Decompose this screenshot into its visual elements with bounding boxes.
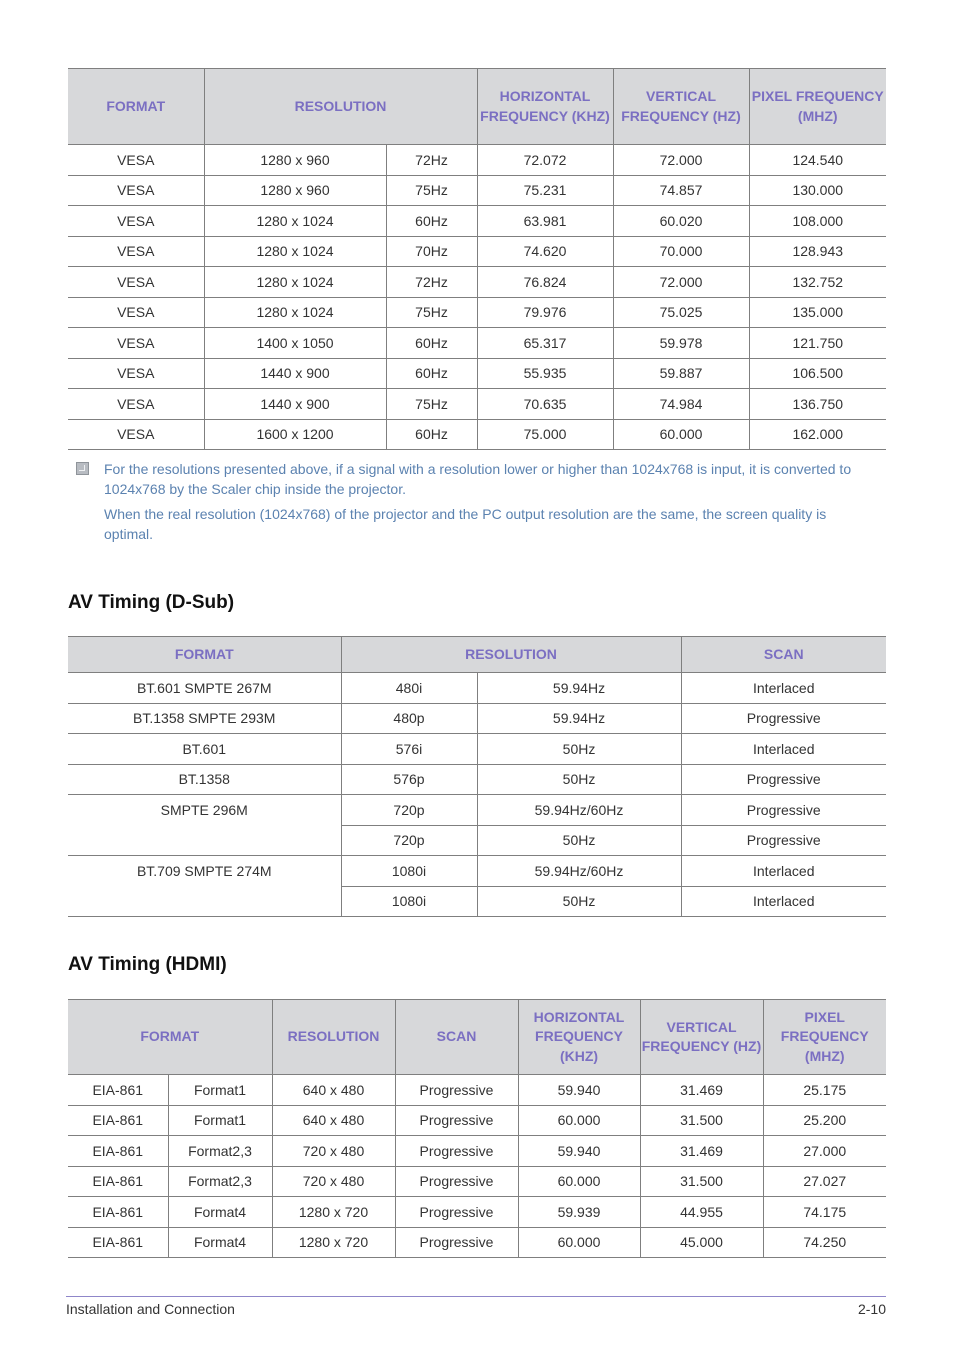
col-header-horizontal-frequency: HORIZONTAL FREQUENCY (KHZ) bbox=[477, 69, 613, 145]
resolution-cell: 1280 x 960 bbox=[204, 145, 386, 176]
format-cell: Format2,3 bbox=[168, 1166, 272, 1197]
pixel-frequency-cell: 124.540 bbox=[749, 145, 886, 176]
pc-timing-table bbox=[68, 68, 886, 450]
refresh-rate-cell: 60Hz bbox=[386, 358, 477, 389]
vertical-frequency-cell: 74.857 bbox=[613, 175, 749, 206]
frequency-cell: 59.94Hz/60Hz bbox=[477, 856, 681, 887]
footer-section-title: Installation and Connection bbox=[66, 1301, 235, 1317]
scan-cell: Progressive bbox=[681, 795, 886, 826]
refresh-rate-cell: 60Hz bbox=[386, 206, 477, 237]
table-header-row bbox=[68, 1000, 886, 1075]
resolution-cell: 1280 x 1024 bbox=[204, 236, 386, 267]
scan-cell: Interlaced bbox=[681, 886, 886, 917]
table-row bbox=[68, 328, 886, 359]
refresh-rate-cell: 75Hz bbox=[386, 389, 477, 420]
scan-cell: Interlaced bbox=[681, 673, 886, 704]
vertical-frequency-cell: 31.469 bbox=[640, 1136, 763, 1167]
format-cell: VESA bbox=[68, 419, 204, 450]
refresh-rate-cell: 72Hz bbox=[386, 145, 477, 176]
resolution-cell: 1280 x 1024 bbox=[204, 297, 386, 328]
resolution-cell: 1280 x 960 bbox=[204, 175, 386, 206]
format-cell: VESA bbox=[68, 145, 204, 176]
standard-cell: EIA-861 bbox=[68, 1075, 168, 1106]
standard-cell: EIA-861 bbox=[68, 1197, 168, 1228]
table-row bbox=[68, 1197, 886, 1228]
vertical-frequency-cell: 60.020 bbox=[613, 206, 749, 237]
note-icon bbox=[76, 462, 89, 475]
standard-cell: EIA-861 bbox=[68, 1105, 168, 1136]
horizontal-frequency-cell: 75.000 bbox=[477, 419, 613, 450]
pixel-frequency-cell: 135.000 bbox=[749, 297, 886, 328]
horizontal-frequency-cell: 60.000 bbox=[518, 1166, 640, 1197]
col-header-format: FORMAT bbox=[68, 1000, 272, 1075]
col-header-format: FORMAT bbox=[68, 637, 341, 673]
resolution-cell: 640 x 480 bbox=[272, 1075, 395, 1106]
note-paragraph-2: When the real resolution (1024x768) of the projector and the PC output resolution are the same, the screen quality is optimal. bbox=[104, 506, 827, 542]
scan-cell: Progressive bbox=[395, 1227, 518, 1258]
table-row bbox=[68, 1075, 886, 1106]
frequency-cell: 50Hz bbox=[477, 734, 681, 765]
format-cell: BT.601 bbox=[68, 734, 341, 765]
col-header-resolution: RESOLUTION bbox=[204, 69, 477, 145]
format-cell: VESA bbox=[68, 297, 204, 328]
table-row bbox=[68, 703, 886, 734]
standard-cell: EIA-861 bbox=[68, 1166, 168, 1197]
scan-cell: Progressive bbox=[395, 1075, 518, 1106]
resolution-cell: 1600 x 1200 bbox=[204, 419, 386, 450]
resolution-cell: 1400 x 1050 bbox=[204, 328, 386, 359]
resolution-cell: 1080i bbox=[341, 886, 477, 917]
pixel-frequency-cell: 108.000 bbox=[749, 206, 886, 237]
refresh-rate-cell: 75Hz bbox=[386, 297, 477, 328]
pixel-frequency-cell: 27.000 bbox=[763, 1136, 886, 1167]
format-cell: BT.1358 bbox=[68, 764, 341, 795]
col-header-resolution: RESOLUTION bbox=[272, 1000, 395, 1075]
pixel-frequency-cell: 25.200 bbox=[763, 1105, 886, 1136]
format-cell: Format4 bbox=[168, 1227, 272, 1258]
vertical-frequency-cell: 59.887 bbox=[613, 358, 749, 389]
horizontal-frequency-cell: 75.231 bbox=[477, 175, 613, 206]
table-row bbox=[68, 297, 886, 328]
format-cell: BT.709 SMPTE 274M bbox=[68, 856, 341, 917]
format-cell: VESA bbox=[68, 267, 204, 298]
frequency-cell: 50Hz bbox=[477, 764, 681, 795]
pixel-frequency-cell: 136.750 bbox=[749, 389, 886, 420]
scan-cell: Progressive bbox=[681, 764, 886, 795]
col-header-vertical-frequency: VERTICAL FREQUENCY (HZ) bbox=[613, 69, 749, 145]
resolution-cell: 720p bbox=[341, 825, 477, 856]
horizontal-frequency-cell: 59.940 bbox=[518, 1075, 640, 1106]
format-cell: VESA bbox=[68, 358, 204, 389]
resolution-cell: 640 x 480 bbox=[272, 1105, 395, 1136]
resolution-cell: 1080i bbox=[341, 856, 477, 887]
format-cell: BT.601 SMPTE 267M bbox=[68, 673, 341, 704]
scan-cell: Progressive bbox=[395, 1136, 518, 1167]
resolution-cell: 480p bbox=[341, 703, 477, 734]
vertical-frequency-cell: 74.984 bbox=[613, 389, 749, 420]
col-header-scan: SCAN bbox=[681, 637, 886, 673]
table-row bbox=[68, 145, 886, 176]
table-row bbox=[68, 1136, 886, 1167]
vertical-frequency-cell: 31.469 bbox=[640, 1075, 763, 1106]
table-row bbox=[68, 419, 886, 450]
vertical-frequency-cell: 75.025 bbox=[613, 297, 749, 328]
table-row bbox=[68, 764, 886, 795]
refresh-rate-cell: 72Hz bbox=[386, 267, 477, 298]
table-row bbox=[68, 673, 886, 704]
horizontal-frequency-cell: 72.072 bbox=[477, 145, 613, 176]
section-title-av-hdmi: AV Timing (HDMI) bbox=[68, 954, 227, 975]
format-cell: SMPTE 296M bbox=[68, 795, 341, 856]
table-row bbox=[68, 358, 886, 389]
col-header-pixel-frequency: PIXEL FREQUENCY (MHZ) bbox=[749, 69, 886, 145]
vertical-frequency-cell: 31.500 bbox=[640, 1166, 763, 1197]
table-row bbox=[68, 1227, 886, 1258]
vertical-frequency-cell: 31.500 bbox=[640, 1105, 763, 1136]
table-row bbox=[68, 175, 886, 206]
format-cell: Format2,3 bbox=[168, 1136, 272, 1167]
table-row bbox=[68, 1166, 886, 1197]
pixel-frequency-cell: 74.175 bbox=[763, 1197, 886, 1228]
av-hdmi-table bbox=[68, 999, 886, 1258]
table-row bbox=[68, 856, 886, 887]
format-cell: VESA bbox=[68, 328, 204, 359]
horizontal-frequency-cell: 55.935 bbox=[477, 358, 613, 389]
refresh-rate-cell: 75Hz bbox=[386, 175, 477, 206]
resolution-cell: 1440 x 900 bbox=[204, 358, 386, 389]
scan-cell: Interlaced bbox=[681, 856, 886, 887]
pixel-frequency-cell: 130.000 bbox=[749, 175, 886, 206]
table-row bbox=[68, 236, 886, 267]
frequency-cell: 50Hz bbox=[477, 825, 681, 856]
resolution-cell: 1280 x 720 bbox=[272, 1197, 395, 1228]
frequency-cell: 50Hz bbox=[477, 886, 681, 917]
format-cell: Format4 bbox=[168, 1197, 272, 1228]
scan-cell: Progressive bbox=[395, 1166, 518, 1197]
resolution-cell: 1280 x 1024 bbox=[204, 267, 386, 298]
format-cell: Format1 bbox=[168, 1075, 272, 1106]
vertical-frequency-cell: 60.000 bbox=[613, 419, 749, 450]
vertical-frequency-cell: 72.000 bbox=[613, 145, 749, 176]
resolution-cell: 1280 x 720 bbox=[272, 1227, 395, 1258]
vertical-frequency-cell: 70.000 bbox=[613, 236, 749, 267]
table-header-row bbox=[68, 69, 886, 145]
frequency-cell: 59.94Hz/60Hz bbox=[477, 795, 681, 826]
horizontal-frequency-cell: 63.981 bbox=[477, 206, 613, 237]
pixel-frequency-cell: 162.000 bbox=[749, 419, 886, 450]
pixel-frequency-cell: 106.500 bbox=[749, 358, 886, 389]
table-row bbox=[68, 389, 886, 420]
standard-cell: EIA-861 bbox=[68, 1136, 168, 1167]
horizontal-frequency-cell: 59.940 bbox=[518, 1136, 640, 1167]
resolution-cell: 576p bbox=[341, 764, 477, 795]
frequency-cell: 59.94Hz bbox=[477, 703, 681, 734]
horizontal-frequency-cell: 65.317 bbox=[477, 328, 613, 359]
horizontal-frequency-cell: 76.824 bbox=[477, 267, 613, 298]
pixel-frequency-cell: 74.250 bbox=[763, 1227, 886, 1258]
scan-cell: Progressive bbox=[395, 1105, 518, 1136]
resolution-cell: 1280 x 1024 bbox=[204, 206, 386, 237]
format-cell: BT.1358 SMPTE 293M bbox=[68, 703, 341, 734]
col-header-resolution: RESOLUTION bbox=[341, 637, 681, 673]
col-header-vertical-frequency: VERTICAL FREQUENCY (HZ) bbox=[640, 1000, 763, 1075]
refresh-rate-cell: 70Hz bbox=[386, 236, 477, 267]
section-title-av-dsub: AV Timing (D-Sub) bbox=[68, 592, 235, 613]
refresh-rate-cell: 60Hz bbox=[386, 419, 477, 450]
pixel-frequency-cell: 121.750 bbox=[749, 328, 886, 359]
vertical-frequency-cell: 44.955 bbox=[640, 1197, 763, 1228]
av-dsub-table bbox=[68, 636, 886, 917]
footer-rule bbox=[66, 1296, 886, 1297]
vertical-frequency-cell: 72.000 bbox=[613, 267, 749, 298]
col-header-horizontal-frequency: HORIZONTAL FREQUENCY (KHZ) bbox=[518, 1000, 640, 1075]
page-number: 2-10 bbox=[857, 1301, 886, 1317]
frequency-cell: 59.94Hz bbox=[477, 673, 681, 704]
table-row bbox=[68, 734, 886, 765]
refresh-rate-cell: 60Hz bbox=[386, 328, 477, 359]
table-header-row bbox=[68, 637, 886, 673]
col-header-pixel-frequency: PIXEL FREQUENCY (MHZ) bbox=[763, 1000, 886, 1075]
table-row bbox=[68, 267, 886, 298]
horizontal-frequency-cell: 60.000 bbox=[518, 1227, 640, 1258]
horizontal-frequency-cell: 79.976 bbox=[477, 297, 613, 328]
format-cell: Format1 bbox=[168, 1105, 272, 1136]
vertical-frequency-cell: 59.978 bbox=[613, 328, 749, 359]
pixel-frequency-cell: 128.943 bbox=[749, 236, 886, 267]
pixel-frequency-cell: 27.027 bbox=[763, 1166, 886, 1197]
scan-cell: Progressive bbox=[395, 1197, 518, 1228]
format-cell: VESA bbox=[68, 175, 204, 206]
horizontal-frequency-cell: 60.000 bbox=[518, 1105, 640, 1136]
resolution-cell: 720 x 480 bbox=[272, 1136, 395, 1167]
table-row bbox=[68, 795, 886, 826]
pixel-frequency-cell: 25.175 bbox=[763, 1075, 886, 1106]
col-header-format: FORMAT bbox=[68, 69, 204, 145]
col-header-scan: SCAN bbox=[395, 1000, 518, 1075]
resolution-cell: 1440 x 900 bbox=[204, 389, 386, 420]
resolution-cell: 720 x 480 bbox=[272, 1166, 395, 1197]
horizontal-frequency-cell: 59.939 bbox=[518, 1197, 640, 1228]
format-cell: VESA bbox=[68, 236, 204, 267]
resolution-cell: 480i bbox=[341, 673, 477, 704]
resolution-cell: 720p bbox=[341, 795, 477, 826]
horizontal-frequency-cell: 74.620 bbox=[477, 236, 613, 267]
pixel-frequency-cell: 132.752 bbox=[749, 267, 886, 298]
table-row bbox=[68, 1105, 886, 1136]
scan-cell: Interlaced bbox=[681, 734, 886, 765]
note-paragraph-1: For the resolutions presented above, if a signal with a resolution lower or higher than 1024x768 is input, it is converted to 1024x768 by the Scaler chip inside the projector. bbox=[104, 461, 852, 497]
format-cell: VESA bbox=[68, 206, 204, 237]
scan-cell: Progressive bbox=[681, 703, 886, 734]
format-cell: VESA bbox=[68, 389, 204, 420]
vertical-frequency-cell: 45.000 bbox=[640, 1227, 763, 1258]
standard-cell: EIA-861 bbox=[68, 1227, 168, 1258]
table-row bbox=[68, 206, 886, 237]
resolution-cell: 576i bbox=[341, 734, 477, 765]
horizontal-frequency-cell: 70.635 bbox=[477, 389, 613, 420]
scan-cell: Progressive bbox=[681, 825, 886, 856]
